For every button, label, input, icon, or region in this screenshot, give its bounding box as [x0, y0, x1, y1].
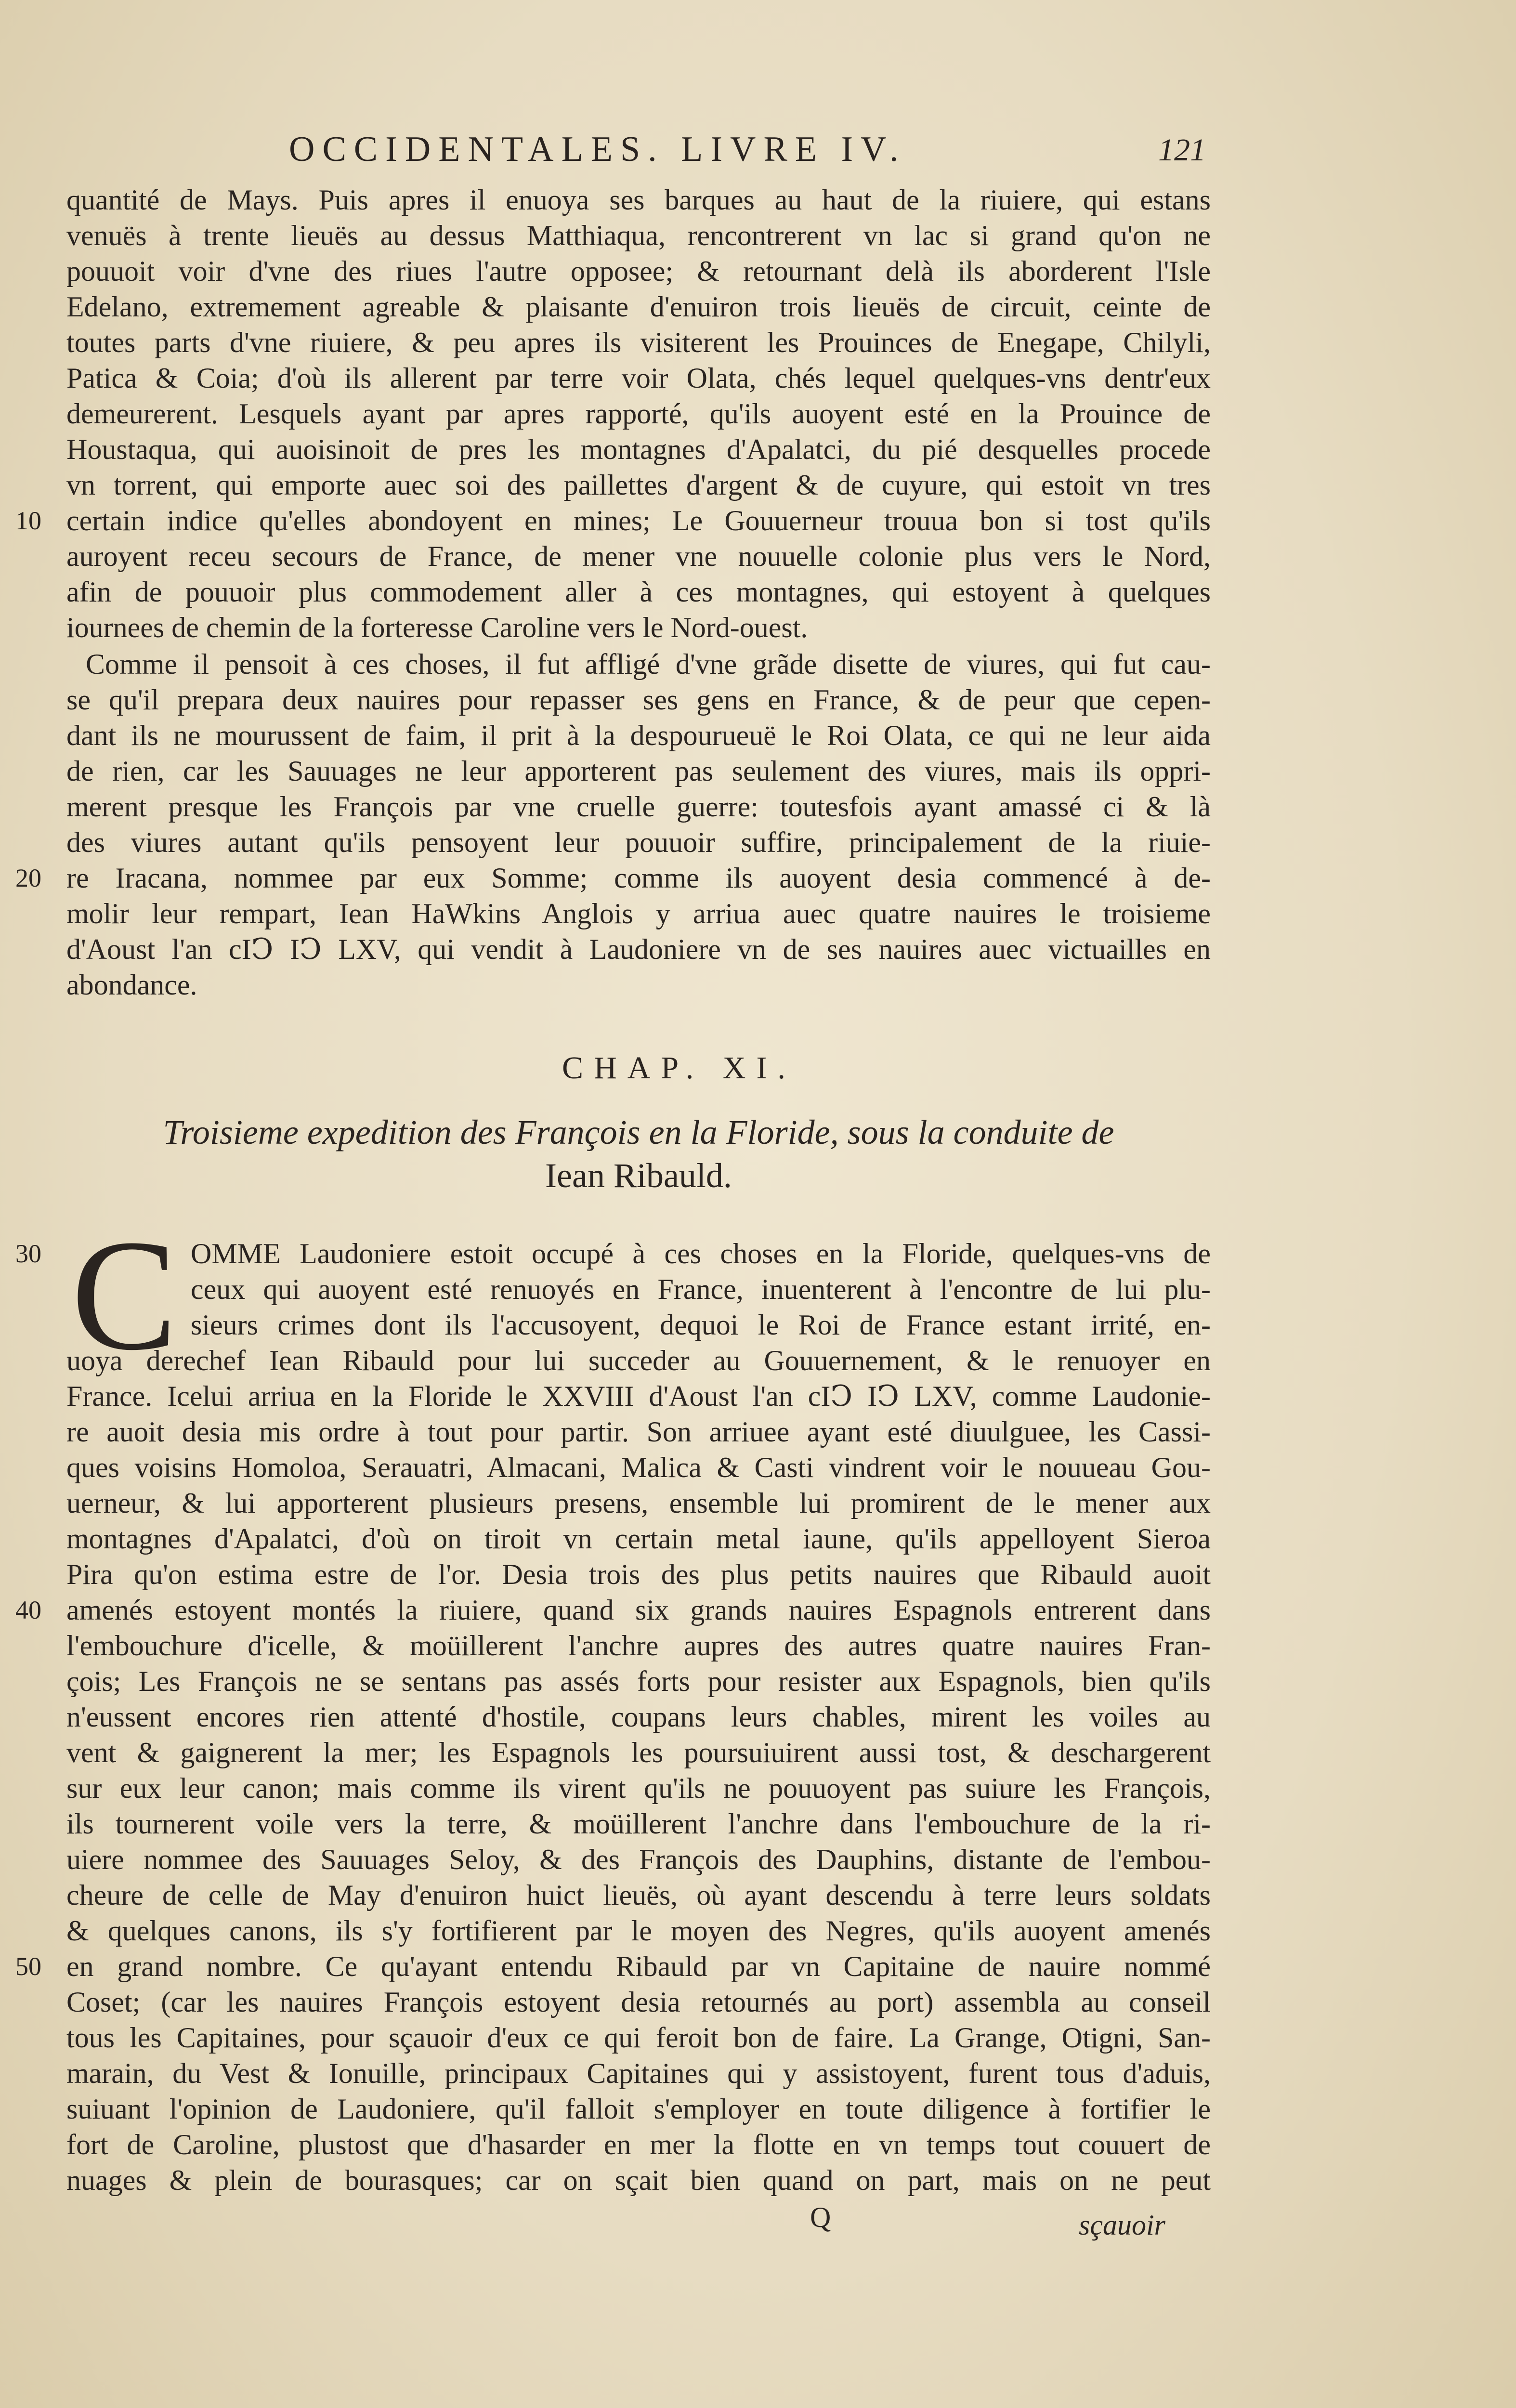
text-line: re Iracana, nommee par eux Somme; comme ils auoyent desia commencé à de-	[66, 862, 1211, 894]
paragraph-2	[66, 646, 1211, 1003]
chapter-title-line-1: Troisieme expedition des François en la Floride, sous la conduite de	[163, 1113, 1114, 1152]
text-line: toutes parts d'vne riuiere, & peu apres ils visiterent les Prouinces de Enegape, Chilyli,	[66, 327, 1211, 358]
text-line: Comme il pensoit à ces choses, il fut affligé d'vne grãde disette de viures, qui fut cau-	[86, 648, 1211, 680]
text-line: ils tournerent voile vers la terre, & moüillerent l'anchre dans l'embouchure de la ri-	[66, 1808, 1211, 1840]
text-line: uerneur, & lui apporterent plusieurs presens, ensemble lui promirent de le mener aux	[66, 1487, 1211, 1519]
text-line: demeurerent. Lesquels ayant par apres rapporté, qu'ils auoyent esté en la Prouince de	[66, 398, 1211, 430]
text-line: fort de Caroline, plustost que d'hasarder en mer la flotte en vn temps tout couuert de	[66, 2129, 1211, 2160]
text-line: molir leur rempart, Iean HaWkins Anglois y arriua auec quatre nauires le troisieme	[66, 898, 1211, 929]
chapter-title-line-2: Iean Ribauld.	[545, 1156, 732, 1195]
catchword: sçauoir	[1079, 2209, 1165, 2241]
text-line: marain, du Vest & Ionuille, principaux Capitaines qui y assistoyent, furent tous d'aduis,	[66, 2057, 1211, 2089]
text-line: çois; Les François ne se sentans pas assés forts pour resister aux Espagnols, bien qu'ils	[66, 1665, 1211, 1697]
text-line: tous les Capitaines, pour sçauoir d'eux ce qui feroit bon de faire. La Grange, Otigni, San-	[66, 2022, 1211, 2054]
text-line: sieurs crimes dont ils l'accusoyent, dequoi le Roi de France estant irrité, en-	[191, 1309, 1211, 1341]
text-line: vn torrent, qui emporte auec soi des paillettes d'argent & de cuyure, qui estoit vn tres	[66, 469, 1211, 501]
text-line: pouuoit voir d'vne des riues l'autre opposee; & retournant delà ils aborderent l'Isle	[66, 255, 1211, 287]
text-line: certain indice qu'elles abondoyent en mines; Le Gouuerneur trouua bon si tost qu'ils	[66, 505, 1211, 537]
chapter-heading: CHAP. XI.	[562, 1050, 796, 1086]
line-number-10: 10	[15, 506, 41, 535]
text-line: l'embouchure d'icelle, & moüillerent l'anchre aupres des autres quatre nauires Fran-	[66, 1630, 1211, 1662]
text-line: ceux qui auoyent esté renuoyés en France, inuenterent à l'encontre de lui plu-	[191, 1273, 1211, 1305]
running-title: OCCIDENTALES. LIVRE IV.	[289, 130, 906, 169]
text-line: nuages & plein de bourasques; car on sçait bien quand on part, mais on ne peut	[66, 2164, 1211, 2196]
text-line: uoya derechef Iean Ribauld pour lui succeder au Gouuernement, & le renuoyer en	[66, 1345, 1211, 1376]
text-line: ques voisins Homoloa, Serauatri, Almacani, Malica & Casti vindrent voir le nouueau Gou-	[66, 1452, 1211, 1483]
text-line: de rien, car les Sauuages ne leur apporterent pas seulement des viures, mais ils oppri-	[66, 755, 1211, 787]
text-line: suiuant l'opinion de Laudoniere, qu'il falloit s'employer en toute diligence à fortifier le	[66, 2093, 1211, 2125]
text-line: en grand nombre. Ce qu'ayant entendu Ribauld par vn Capitaine de nauire nommé	[66, 1950, 1211, 1982]
drop-cap: C	[71, 1207, 178, 1383]
text-line: Patica & Coia; d'où ils allerent par terre voir Olata, chés lequel quelques-vns dentr'eux	[66, 362, 1211, 394]
text-line: & quelques canons, ils s'y fortifierent par le moyen des Negres, qu'ils auoyent amenés	[66, 1915, 1211, 1947]
text-line: sur eux leur canon; mais comme ils virent qu'ils ne pouuoyent pas suiure les François,	[66, 1772, 1211, 1804]
text-line: Coset; (car les nauires François estoyent desia retournés au port) assembla au conseil	[66, 1986, 1211, 2018]
folio-number: 121	[1158, 132, 1206, 168]
text-line: auroyent receu secours de France, de mener vne nouuelle colonie plus vers le Nord,	[66, 540, 1211, 572]
paragraph-1	[66, 182, 1211, 645]
text-line: afin de pouuoir plus commodement aller à ces montagnes, qui estoyent à quelques	[66, 576, 1211, 608]
page-header	[0, 129, 1516, 182]
line-number-50: 50	[15, 1952, 41, 1981]
text-line: dant ils ne mourussent de faim, il prit à la despourueuë le Roi Olata, ce qui ne leur aida	[66, 720, 1211, 751]
text-line: se qu'il prepara deux nauires pour repasser ses gens en France, & de peur que cepen-	[66, 684, 1211, 716]
text-line: montagnes d'Apalatci, d'où on tiroit vn certain metal iaune, qu'ils appelloyent Sieroa	[66, 1523, 1211, 1555]
text-line: abondance.	[66, 969, 197, 1001]
text-line: iournees de chemin de la forteresse Caroline vers le Nord-ouest.	[66, 612, 808, 643]
text-line: re auoit desia mis ordre à tout pour partir. Son arriuee ayant esté diuulguee, les Cassi-	[66, 1416, 1211, 1448]
paragraph-3	[66, 1236, 1211, 2198]
text-line: cheure de celle de May d'enuiron huict lieuës, où ayant descendu à terre leurs soldats	[66, 1879, 1211, 1911]
signature-mark: Q	[810, 2201, 831, 2233]
line-number-40: 40	[15, 1596, 41, 1624]
text-line: d'Aoust l'an cIↃ IↃ LXV, qui vendit à Laudoniere vn de ses nauires auec victuailles en	[66, 933, 1211, 965]
text-line: Pira qu'on estima estre de l'or. Desia trois des plus petits nauires que Ribauld auoit	[66, 1558, 1211, 1590]
line-number-30: 30	[15, 1239, 41, 1268]
text-line: merent presque les François par vne cruelle guerre: toutesfois ayant amassé ci & là	[66, 791, 1211, 823]
text-line: Edelano, extremement agreable & plaisante d'enuiron trois lieuës de circuit, ceinte de	[66, 291, 1211, 323]
text-line: des viures autant qu'ils pensoyent leur pouuoir suffire, principalement de la riuie-	[66, 826, 1211, 858]
text-line: venuës à trente lieuës au dessus Matthiaqua, rencontrerent vn lac si grand qu'on ne	[66, 220, 1211, 251]
text-line: quantité de Mays. Puis apres il enuoya ses barques au haut de la riuiere, qui estans	[66, 184, 1211, 216]
text-line: n'eussent encores rien attenté d'hostile, coupans leurs chables, mirent les voiles au	[66, 1701, 1211, 1733]
text-line: Houstaqua, qui auoisinoit de pres les montagnes d'Apalatci, du pié desquelles procede	[66, 433, 1211, 465]
line-number-20: 20	[15, 864, 41, 892]
text-line: uiere nommee des Sauuages Seloy, & des François des Dauphins, distante de l'embou-	[66, 1844, 1211, 1875]
text-line: vent & gaignerent la mer; les Espagnols les poursuiuirent aussi tost, & deschargerent	[66, 1737, 1211, 1768]
text-line: OMME Laudoniere estoit occupé à ces choses en la Floride, quelques-vns de	[191, 1238, 1211, 1269]
text-line: amenés estoyent montés la riuiere, quand six grands nauires Espagnols entrerent dans	[66, 1594, 1211, 1626]
text-line: France. Icelui arriua en la Floride le XXVIII d'Aoust l'an cIↃ IↃ LXV, comme Laudonie-	[66, 1380, 1211, 1412]
